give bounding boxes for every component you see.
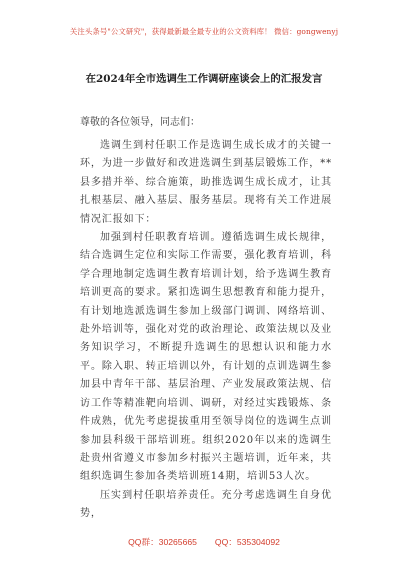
document-title: 在2024年全市选调生工作调研座谈会上的汇报发言 <box>85 73 323 85</box>
footer-contact <box>0 536 408 548</box>
footer-qq-group: QQ群：30265665 <box>128 537 197 547</box>
paragraph-intro: 选调生到村任职工作是选调生成长成才的关键一环，为进一步做好和改进选调生到基层锻炼工作，**县多措并举、综合施策，助推选调生成长成才，让其扎根基层、融入基层、服务基层。现将有关工作进展情况汇报如下： <box>80 140 332 225</box>
paragraph-training: 加强到村任职教育培训。遵循选调生成长规律，结合选调生定位和实际工作需要，强化教育培训，科学合理地制定选调生教育培训计划，给予选调生教育培训更高的要求。紧扣选调生思想教育和能力提升，有计划地选派选调生参加上级部门调训、网络培训、赴外培训等，强化对党的政治理论、政策法规以及业务知识学习，不断提升选调生的思想认识和能力水平。除入职、转正培训以外，有计划的点训选调生参加县中青年干部、基层治理、产业发展政策法规、信访工作等精准靶向培训、调研，对经过实践锻炼、条件成熟，优先考虑提拔重用至领导岗位的选调生点训参加县科级干部培训班。组织2020年以来的选调生赴贵州省遵义市参加乡村振兴主题培训，近年来，共组织选调生参加各类培训班14期，培训53人次。 <box>80 232 332 483</box>
document-body <box>80 113 332 524</box>
header-promo-note: 关注头条号"公文研究"，获得最新最全最专业的公文资料库！ 微信：gongwenyj <box>69 27 339 36</box>
footer-qq-number: QQ：535304092 <box>214 537 280 547</box>
paragraph-responsibility: 压实到村任职培养责任。充分考虑选调生自身优势， <box>80 489 332 520</box>
salutation: 尊敬的各位领导，同志们： <box>80 117 200 128</box>
